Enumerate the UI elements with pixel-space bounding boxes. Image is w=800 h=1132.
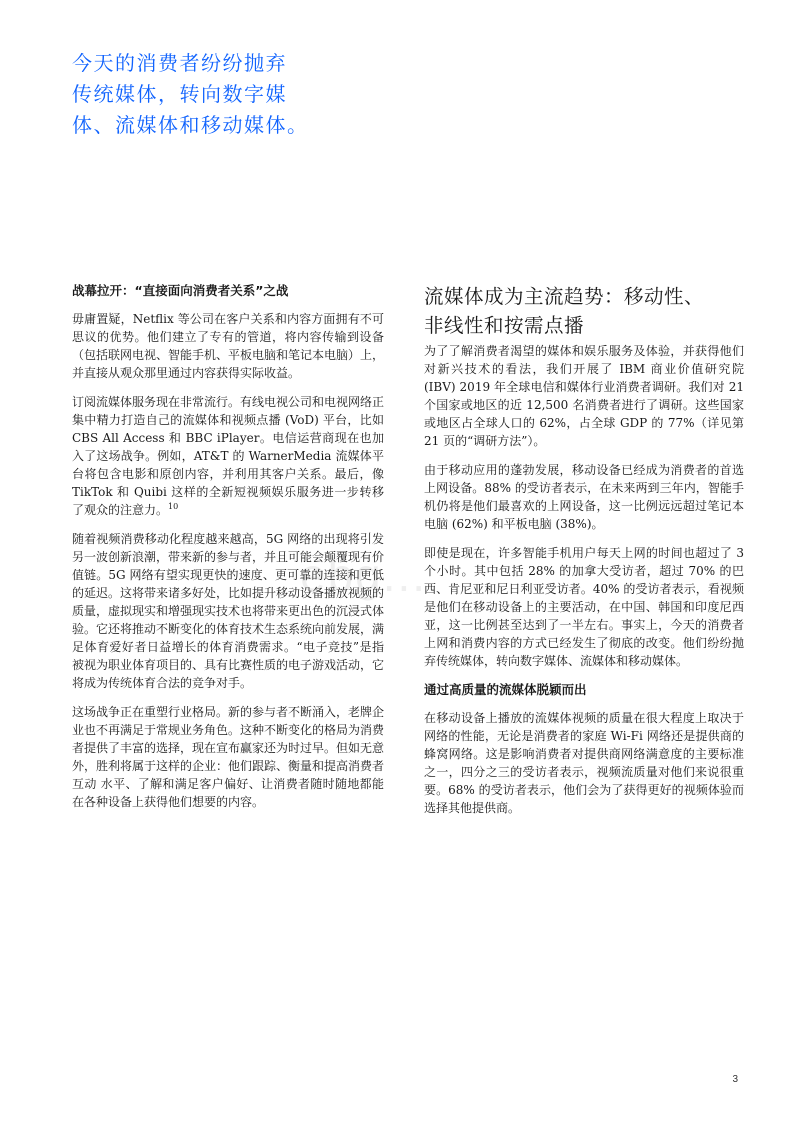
right-section-heading xyxy=(424,282,704,340)
right-heading-line-2: 非线性和按需点播 xyxy=(424,314,585,337)
right-paragraph-2: 由于移动应用的蓬勃发展，移动设备已经成为消费者的首选上网设备。88% 的受访者表示，在未来两到三年内，智能手机仍将是他们最喜欢的上网设备，这一比例远远超过笔记本电脑 (62%) 和平板电脑 (38%)。 xyxy=(424,463,744,531)
right-paragraph-1: 为了了解消费者渴望的媒体和娱乐服务及体验，并获得他们对新兴技术的看法，我们开展了 IBM 商业价值研究院 (IBV) 2019 年全球电信和媒体行业消费者调研。我们对 21 个国家或地区的近 12,500 名消费者进行了调研。这些国家或地区占全球人口的 62%，占全球 GDP 的 77%（详见第 21 页的“调研方法”）。 xyxy=(424,344,744,448)
left-paragraph-2 xyxy=(72,393,384,519)
left-paragraph-3: 随着视频消费移动化程度越来越高，5G 网络的出现将引发另一波创新浪潮，带来新的参与者，并且可能会颠覆现有价值链。5G 网络有望实现更快的速度、更可靠的连接和更低的延迟。这将带来诸多好处，比如提升移动设备播放视频的质量，虚拟现实和增强现实技术也将带来更出色的沉浸式体验。它还将推动不断变化的体育技术生态系统向前发展，满足体育爱好者日益增长的体育消费需求。“电子竞技”是指被视为职业体育项目的、具有比赛性质的电子游戏活动，它将成为传统体育合法的竞争对手。 xyxy=(72,532,385,690)
left-section-heading: 战幕拉开：“直接面向消费者关系”之战 xyxy=(72,283,289,298)
page-number: 3 xyxy=(732,1074,738,1085)
page-headline xyxy=(72,48,332,141)
left-column xyxy=(72,282,384,822)
left-paragraph-4: 这场战争正在重塑行业格局。新的参与者不断涌入，老牌企业也不再满足于常规业务角色。这种不断变化的格局为消费者提供了丰富的选择，现在宣布赢家还为时过早。但如无意外，胜利将属于这样的企业：他们跟踪、衡量和提高消费者互动 水平、了解和满足客户偏好、让消费者随时随地都能在各种设备上获得他们想要的内容。 xyxy=(72,705,385,809)
right-heading-line-1: 流媒体成为主流趋势：移动性、 xyxy=(424,285,705,308)
headline-line-2: 传统媒体，转向数字媒 xyxy=(72,82,287,106)
watermark: ebg... xyxy=(300,549,428,601)
headline-line-3: 体、流媒体和移动媒体。 xyxy=(72,113,309,137)
left-paragraph-1: 毋庸置疑，Netflix 等公司在客户关系和内容方面拥有不可思议的优势。他们建立了专有的管道，将内容传输到设备（包括联网电视、智能手机、平板电脑和笔记本电脑）上，并直接从观众那里通过内容获得实际收益。 xyxy=(72,312,385,380)
right-subheading: 通过高质量的流媒体脱颖而出 xyxy=(424,682,587,697)
right-body xyxy=(424,342,744,828)
left-paragraph-2-text: 订阅流媒体服务现在非常流行。有线电视公司和电视网络正集中精力打造自己的流媒体和视频点播 (VoD) 平台，比如 CBS All Access 和 BBC iPlayer。电信运营商现在也加入了这场战争。例如，AT&T 的 WarnerMedia 流媒体平台将包含电影和原创内容，并利用其客户关系。最后，像 TikTok 和 Quibi 这样的全新短视频娱乐服务进一步转移了观众的注意力。 xyxy=(72,395,385,517)
right-paragraph-4: 在移动设备上播放的流媒体视频的质量在很大程度上取决于网络的性能，无论是消费者的家庭 Wi-Fi 网络还是提供商的蜂窝网络。这是影响消费者对提供商网络满意度的主要标准之一，四分之三的受访者表示，视频流质量对他们来说很重要。68% 的受访者表示，他们会为了获得更好的视频体验而选择其他提供商。 xyxy=(424,711,744,815)
headline-line-1: 今天的消费者纷纷抛弃 xyxy=(72,51,287,75)
right-paragraph-3: 即使是现在，许多智能手机用户每天上网的时间也超过了 3 个小时。其中包括 28% 的加拿大受访者，超过 70% 的巴西、肯尼亚和尼日利亚受访者。40% 的受访者表示，看视频是他们在移动设备上的主要活动，在中国、韩国和印度尼西亚，这一比例甚至达到了一半左右。事实上，今天的消费者上网和消费内容的方式已经发生了彻底的改变。他们纷纷抛弃传统媒体，转向数字媒体、流媒体和移动媒体。 xyxy=(424,546,744,668)
footnote-marker: 10 xyxy=(168,502,179,511)
